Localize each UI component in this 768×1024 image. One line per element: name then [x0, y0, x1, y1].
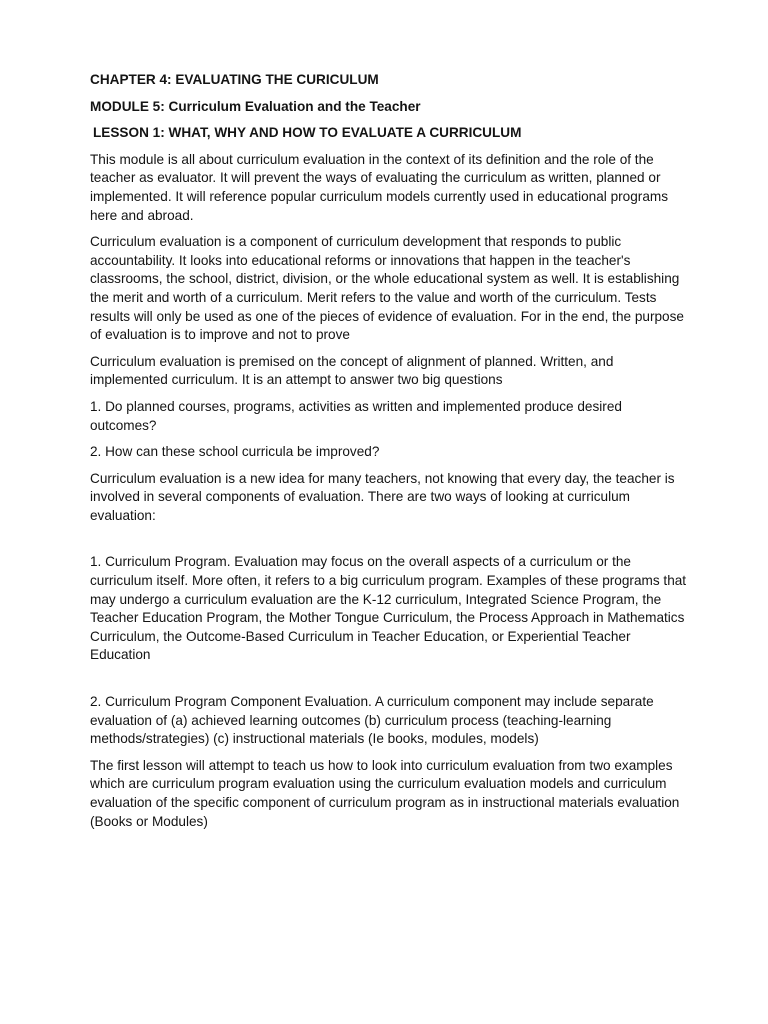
paragraph-definition: Curriculum evaluation is a component of curriculum development that responds to public accountability. It looks into educational reforms or innovations that happen in the teacher's classrooms, the school, district, division, or the whole educational system as well. It is establishing the merit and worth of a curriculum. Merit refers to the value and worth of the curriculum. Tests results will only be used as one of the pieces of evidence of evaluation. For in the end, the purpose of evaluation is to improve and not to prove: [90, 234, 684, 343]
paragraph-intro: This module is all about curriculum evaluation in the context of its definition and the role of the teacher as evaluator. It will prevent the ways of evaluating the curriculum as written, planned or implemented. It will reference popular curriculum models currently used in educational programs here and abroad.: [90, 151, 668, 223]
module-heading: MODULE 5: Curriculum Evaluation and the Teacher: [90, 98, 421, 114]
paragraph-first-lesson: The first lesson will attempt to teach us how to look into curriculum evaluation from two examples which are curriculum program evaluation using the curriculum evaluation models and curriculum evaluation of the specific component of curriculum program as in instructional materials evaluation (Books or Modules): [90, 757, 680, 829]
spacer: [90, 533, 690, 553]
paragraph-two-ways: Curriculum evaluation is a new idea for many teachers, not knowing that every day, the teacher is involved in several components of evaluation. There are two ways of looking at curriculum evaluation:: [90, 470, 675, 523]
item-component-evaluation: 2. Curriculum Program Component Evaluation. A curriculum component may include separate evaluation of (a) achieved learning outcomes (b) curriculum process (teaching-learning methods/strategies) (c) instructional materials (Ie books, modules, models): [90, 694, 654, 747]
question-two: 2. How can these school curricula be improved?: [90, 444, 380, 460]
question-one: 1. Do planned courses, programs, activities as written and implemented produce desired outcomes?: [90, 398, 622, 433]
item-curriculum-program: 1. Curriculum Program. Evaluation may focus on the overall aspects of a curriculum or the curriculum itself. More often, it refers to a big curriculum program. Examples of these programs that may undergo a curriculum evaluation are the K-12 curriculum, Integrated Science Program, the Teacher Education Program, the Mother Tongue Curriculum, the Process Approach in Mathematics Curriculum, the Outcome-Based Curriculum in Teacher Education, or Experiential Teacher Education: [90, 554, 687, 663]
lesson-heading: LESSON 1: WHAT, WHY AND HOW TO EVALUATE A CURRICULUM: [93, 125, 522, 141]
document-page: [90, 71, 690, 839]
paragraph-alignment: Curriculum evaluation is premised on the concept of alignment of planned. Written, and implemented curriculum. It is an attempt to answer two big questions: [90, 353, 614, 388]
spacer: [90, 673, 690, 693]
chapter-heading: CHAPTER 4: EVALUATING THE CURICULUM: [90, 72, 379, 87]
